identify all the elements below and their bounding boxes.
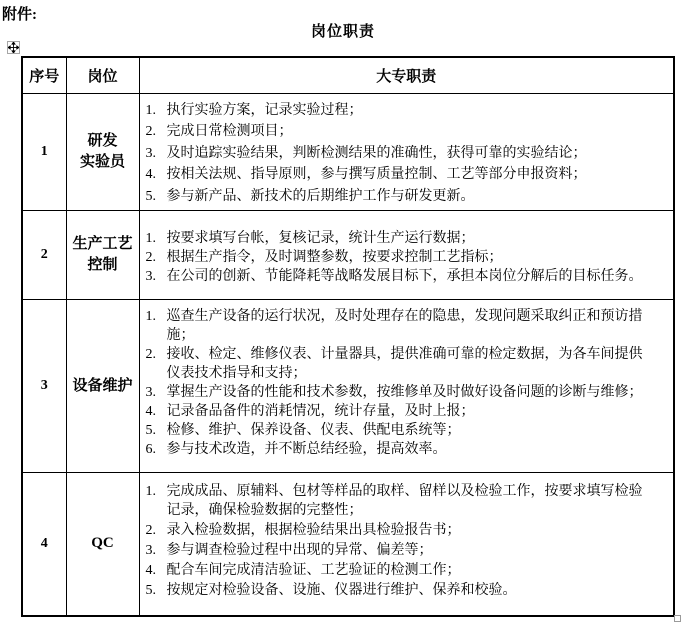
table-row (22, 473, 674, 616)
row-position (66, 93, 139, 211)
duty-item: 3. 及时追踪实验结果，判断检测结果的准确性，获得可靠的实验结论； (145, 145, 587, 161)
table-resize-handle[interactable] (674, 615, 681, 622)
row-duties (139, 93, 674, 211)
table-row (22, 300, 674, 473)
duty-item: 2. 接收、检定、维修仪表、计量器具，提供准确可靠的检定数据，为各车间提供仪表技术指导和支持； (145, 347, 643, 381)
position-line: 实验员 (79, 153, 125, 170)
header-no: 序号 (22, 57, 66, 93)
move-icon (8, 42, 19, 53)
duty-item: 3. 参与调查检验过程中出现的异常、偏差等； (145, 543, 433, 558)
duty-item: 1. 完成成品、原辅料、包材等样品的取样、留样以及检验工作，按要求填写检验记录，确保检验数据的完整性； (145, 484, 643, 518)
duty-item: 2. 完成日常检测项目； (145, 124, 293, 139)
duty-item: 2. 录入检验数据，根据检验结果出具检验报告书； (145, 523, 461, 538)
row-duties (139, 473, 674, 616)
duty-item: 2. 根据生产指令，及时调整参数，按要求控制工艺指标； (145, 250, 503, 265)
table-row (22, 211, 674, 300)
row-position (66, 473, 139, 616)
duty-item: 1. 执行实验方案，记录实验过程； (145, 102, 363, 118)
row-no: 4 (22, 473, 66, 616)
position-line: 生产工艺 (72, 236, 133, 252)
row-duties (139, 211, 674, 300)
duty-item: 1. 按要求填写台帐，复核记录，统计生产运行数据； (145, 231, 475, 246)
duty-item: 4. 按相关法规、指导原则，参与撰写质量控制、工艺等部分申报资料； (145, 167, 587, 182)
position-line: 研发 (87, 132, 118, 149)
position-line: 控制 (87, 257, 118, 273)
table-row (22, 93, 674, 211)
row-no: 2 (22, 211, 66, 300)
row-position (66, 211, 139, 300)
duty-item: 6. 参与技术改造，并不断总结经验，提高效率。 (145, 442, 447, 457)
duty-item: 4. 配合车间完成清洁验证、工艺验证的检测工作； (145, 563, 461, 578)
duty-table (21, 56, 675, 617)
attachment-label: 附件: (2, 7, 37, 23)
page-title: 岗位职责 (310, 24, 375, 40)
position-line: 设备维护 (72, 377, 133, 394)
row-no: 1 (22, 93, 66, 211)
duty-item: 1. 巡查生产设备的运行状况，及时处理存在的隐患，发现问题采取纠正和预访措施； (145, 309, 643, 343)
duty-item: 4. 记录备品备件的消耗情况，统计存量，及时上报； (145, 404, 475, 419)
row-position (66, 300, 139, 473)
duty-item: 5. 按规定对检验设备、设施、仪器进行维护、保养和校验。 (145, 583, 517, 598)
duty-item: 3. 在公司的创新、节能降耗等战略发展目标下，承担本岗位分解后的目标任务。 (145, 269, 643, 284)
duty-item: 3. 掌握生产设备的性能和技术参数，按维修单及时做好设备问题的诊断与维修； (145, 385, 643, 400)
row-duties (139, 300, 674, 473)
header-position: 岗位 (66, 57, 139, 93)
table-move-handle[interactable] (7, 41, 20, 54)
table-header-row (22, 57, 674, 93)
row-no: 3 (22, 300, 66, 473)
duty-item: 5. 检修、维护、保养设备、仪表、供配电系统等； (145, 423, 461, 438)
position-line: QC (91, 535, 114, 552)
header-duty: 大专职责 (139, 57, 674, 93)
duty-item: 5. 参与新产品、新技术的后期维护工作与研发更新。 (145, 188, 475, 204)
